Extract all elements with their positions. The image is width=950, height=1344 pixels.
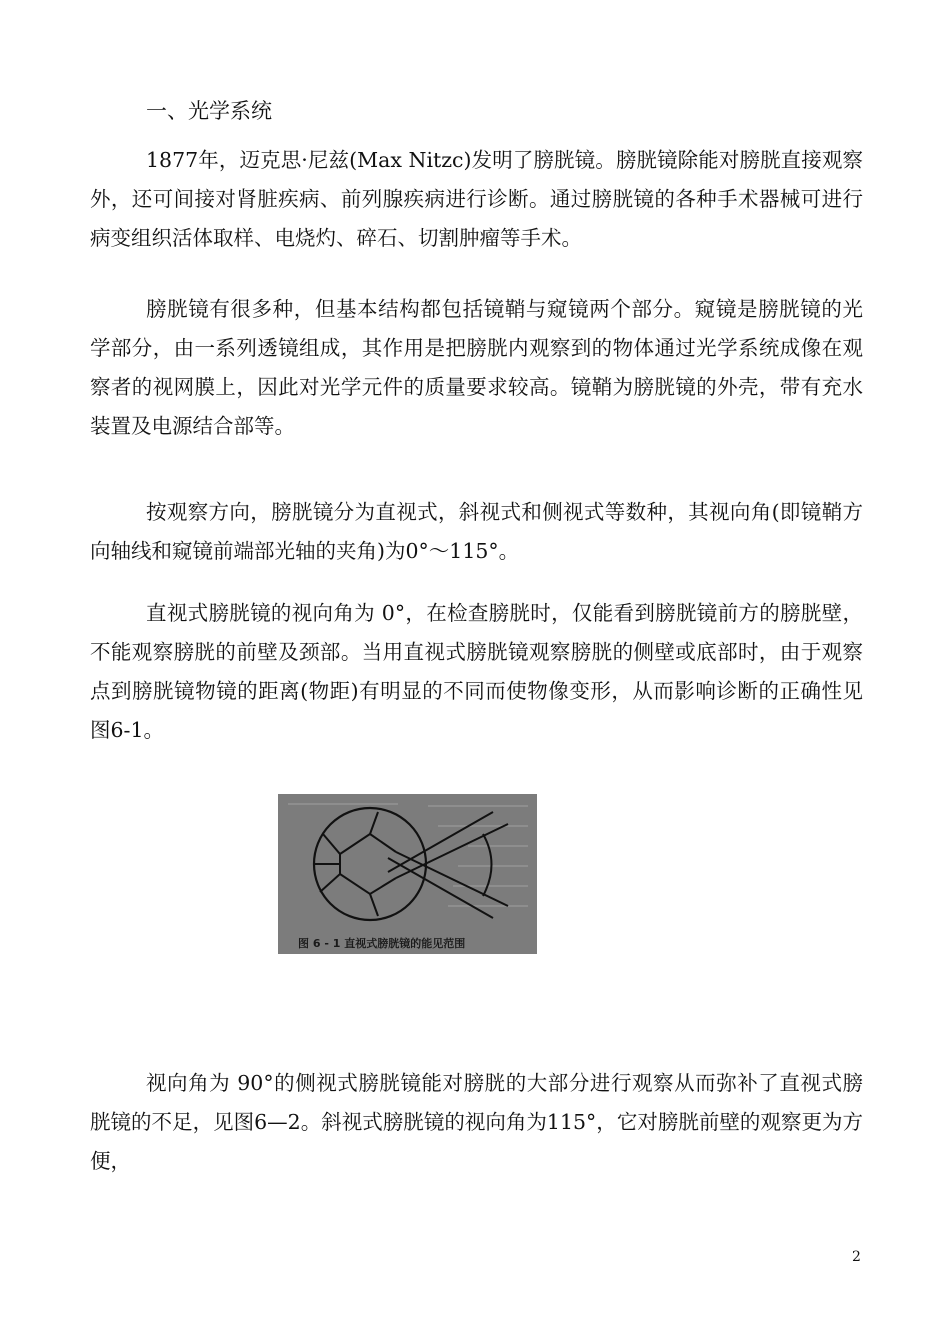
paragraph-view-direction: 按观察方向，膀胱镜分为直视式，斜视式和侧视式等数种，其视向角(即镜鞘方向轴线和窥镜前端部光轴的夹角)为0°～115°。 (90, 500, 863, 563)
section-heading: 一、光学系统 (146, 99, 272, 123)
figure-caption: 图 6 - 1 直视式膀胱镜的能见范围 (298, 937, 466, 950)
page-number: 2 (852, 1249, 861, 1265)
figure-6-1 (278, 794, 537, 954)
figure-diagram (278, 794, 537, 934)
paragraph-side-view: 视向角为 90°的侧视式膀胱镜能对膀胱的大部分进行观察从而弥补了直视式膀胱镜的不足，见图6—2。斜视式膀胱镜的视向角为115°，它对膀胱前壁的观察更为方便， (90, 1071, 863, 1173)
paragraph-history: 1877年，迈克思·尼兹(Max Nitzc)发明了膀胱镜。膀胱镜除能对膀胱直接观察外，还可间接对肾脏疾病、前列腺疾病进行诊断。通过膀胱镜的各种手术器械可进行病变组织活体取样、电烧灼、碎石、切割肿瘤等手术。 (90, 148, 863, 250)
paragraph-direct-view: 直视式膀胱镜的视向角为 0°，在检查膀胱时，仅能看到膀胱镜前方的膀胱壁，不能观察膀胱的前壁及颈部。当用直视式膀胱镜观察膀胱的侧壁或底部时，由于观察点到膀胱镜物镜的距离(物距)有明显的不同而使物像变形，从而影响诊断的正确性见图6-1。 (90, 601, 863, 742)
paragraph-structure: 膀胱镜有很多种，但基本结构都包括镜鞘与窥镜两个部分。窥镜是膀胱镜的光学部分，由一系列透镜组成，其作用是把膀胱内观察到的物体通过光学系统成像在观察者的视网膜上，因此对光学元件的质量要求较高。镜鞘为膀胱镜的外壳，带有充水装置及电源结合部等。 (90, 297, 863, 438)
